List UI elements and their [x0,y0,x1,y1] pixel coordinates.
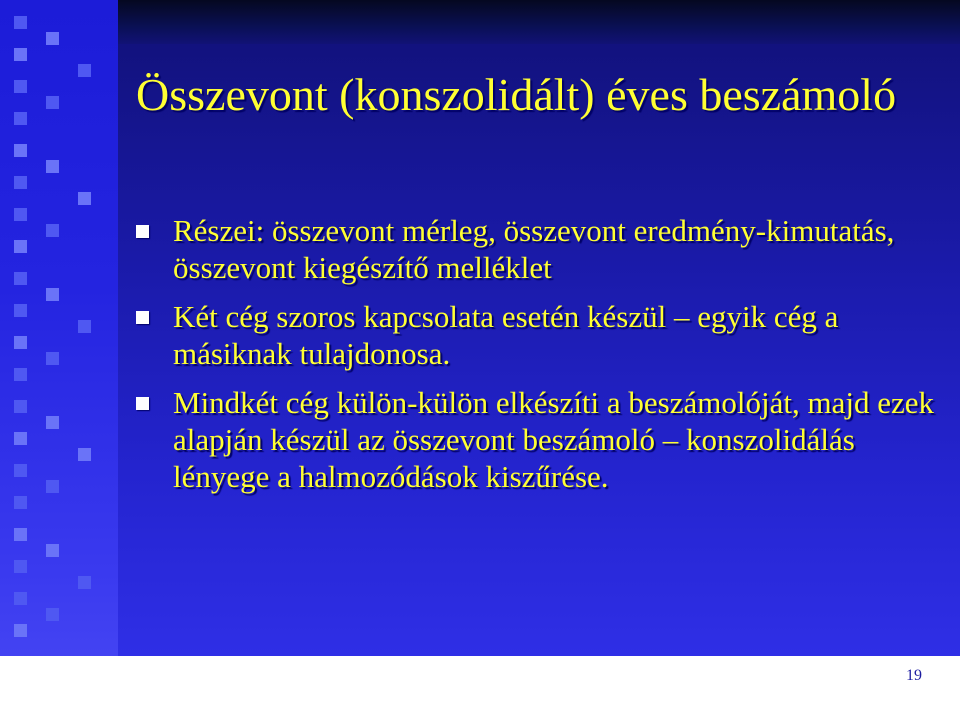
slide-title: Összevont (konszolidált) éves beszámoló [136,69,897,120]
bullet-item-3 [136,384,936,495]
bullet-item-2 [136,298,936,372]
bullet-text-2: Két cég szoros kapcsolata esetén készül – egyik cég a másiknak tulajdonosa. [173,299,839,371]
bullet-item-1 [136,212,936,286]
slide-footer [0,656,960,716]
page-number: 19 [906,667,922,684]
top-dark-band [118,0,960,46]
bullet-text-3: Mindkét cég külön-külön elkészíti a beszámolóját, majd ezek alapján készül az összevont beszámoló – konszolidálás lényege a halmozódások kiszűrése. [173,385,934,494]
bullet-text-1: Részei: összevont mérleg, összevont eredmény-kimutatás, összevont kiegészítő melléklet [173,213,895,285]
decorative-squares-pattern [0,0,118,650]
decorative-sidebar [0,0,118,716]
square-bullet-icon [136,311,149,324]
bullet-list [136,212,936,507]
square-bullet-icon [136,397,149,410]
square-bullet-icon [136,225,149,238]
